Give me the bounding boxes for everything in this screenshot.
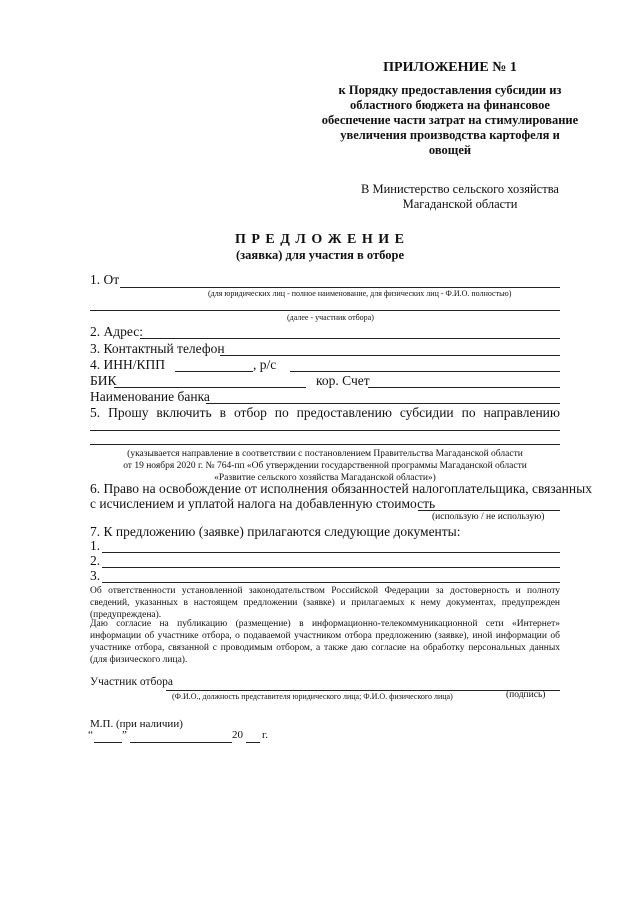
signer-label: Участник отбора — [90, 676, 174, 688]
signature-caption: (подпись) — [506, 690, 546, 700]
doc-item-field[interactable] — [102, 567, 560, 568]
address-label: 2. Адрес: — [90, 324, 143, 339]
phone-label: 3. Контактный телефон — [90, 341, 225, 356]
date-year-field[interactable] — [246, 742, 260, 743]
signer-field[interactable] — [166, 690, 560, 691]
doc-item-number: 3. — [90, 568, 101, 583]
from-label: 1. От — [90, 272, 120, 287]
doc-item-field[interactable] — [102, 582, 560, 583]
consent-text: Даю согласие на публикацию (размещение) в информационно-телекоммуникационной сети «Интернет» информации об участнике отбора, о подаваемой участником отбора предложению (заявке), иной информации об участнике отбора, связанной с проводимым отбором, а также даю согласие на обработку персональных данных (для физического лица). — [90, 619, 560, 665]
addressee-line: Магаданской области — [402, 197, 518, 211]
rs-field[interactable] — [290, 371, 560, 372]
vat-field[interactable] — [418, 510, 560, 511]
rs-label: , р/с — [253, 357, 277, 372]
date-year-prefix: 20 — [232, 729, 243, 741]
from-caption: (для юридических лиц - полное наименование, для физических лиц - Ф.И.О. полностью) — [208, 289, 512, 298]
annex-line: овощей — [428, 143, 472, 157]
bik-field[interactable] — [114, 387, 306, 388]
participant-caption: (далее - участник отбора) — [287, 313, 374, 322]
responsibility-text: Об ответственности установленной законодательством Российской Федерации за достоверность и полноту сведений, указанных в настоящем предложении (заявке) и прилагаемых к нему документах, предупрежден (предупреждена). — [90, 586, 560, 620]
item5-note-line: от 19 ноября 2020 г. № 764-пп «Об утверждении государственной программы Магаданской области — [123, 461, 527, 471]
inn-field[interactable] — [175, 371, 253, 372]
kor-label: кор. Счет — [316, 373, 370, 388]
item6-line2: с исчислением и уплатой налога на добавленную стоимость — [90, 496, 436, 511]
doc-item-number: 2. — [90, 553, 101, 568]
bank-label: Наименование банка — [90, 389, 210, 404]
direction-field[interactable] — [90, 430, 560, 431]
annex-line: обеспечение части затрат на стимулирование — [321, 113, 579, 127]
annex-line: к Порядку предоставления субсидии из — [338, 83, 562, 97]
doc-item-field[interactable] — [102, 552, 560, 553]
date-suffix: г. — [262, 729, 269, 741]
addressee-line: В Министерство сельского хозяйства — [361, 182, 559, 196]
annex-line: областного бюджета на финансовое — [350, 98, 550, 112]
item5-note-line: (указывается направление в соответствии с постановлением Правительства Магаданской области — [127, 449, 523, 459]
signer-caption: (Ф.И.О., должность представителя юридического лица; Ф.И.О. физического лица) — [172, 692, 453, 701]
vat-caption: (использую / не использую) — [432, 512, 545, 522]
annex-title: ПРИЛОЖЕНИЕ № 1 — [383, 60, 517, 75]
item5-note-line: «Развитие сельского хозяйства Магаданской области») — [214, 473, 436, 483]
date-quote-open: “ — [88, 729, 93, 741]
phone-field[interactable] — [220, 355, 560, 356]
item6-line1: 6. Право на освобождение от исполнения обязанностей налогоплательщика, связанных — [90, 481, 592, 496]
date-month-field[interactable] — [130, 742, 232, 743]
doc-item-number: 1. — [90, 538, 101, 553]
from-field[interactable] — [120, 287, 560, 288]
addressee — [320, 182, 600, 212]
document-subtitle: (заявка) для участия в отборе — [236, 248, 404, 262]
kor-field[interactable] — [368, 387, 560, 388]
inn-label: 4. ИНН/КПП — [90, 357, 166, 372]
bik-label: БИК — [90, 373, 117, 388]
direction-field-line2[interactable] — [90, 444, 560, 445]
stamp-label: М.П. (при наличии) — [90, 718, 183, 730]
address-field[interactable] — [140, 338, 560, 339]
document-title: П Р Е Д Л О Ж Е Н И Е — [234, 232, 406, 247]
date-quote-close: ” — [122, 729, 127, 741]
item5-text: 5. Прошу включить в отбор по предоставлению субсидии по направлению — [90, 405, 560, 420]
item5-note — [90, 448, 560, 484]
date-day-field[interactable] — [94, 742, 122, 743]
bank-field[interactable] — [206, 403, 560, 404]
item7-text: 7. К предложению (заявке) прилагаются следующие документы: — [90, 524, 461, 539]
annex-header — [300, 60, 600, 158]
from-field-line2[interactable] — [90, 310, 560, 311]
annex-line: увеличения производства картофеля и — [340, 128, 560, 142]
